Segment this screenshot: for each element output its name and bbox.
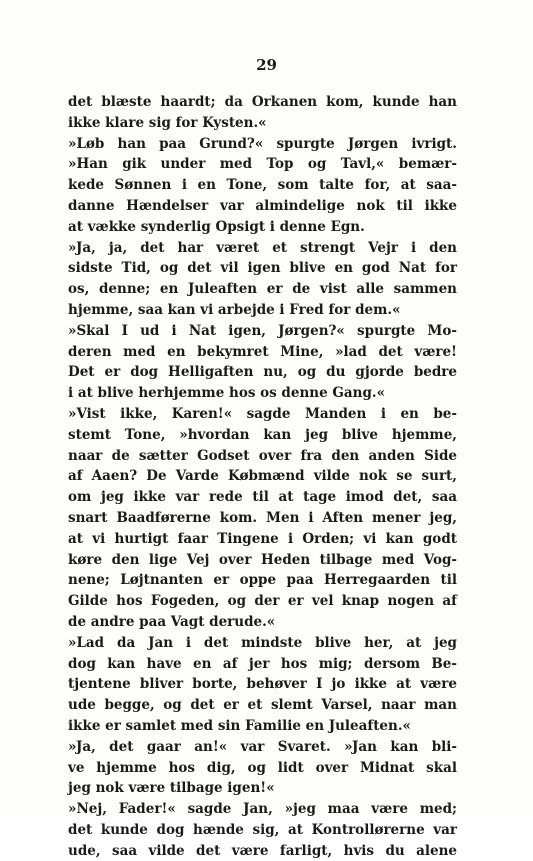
text-line: kede Sønnen i en Tone, som talte for, at saa- [68, 177, 457, 194]
text-line: naar de sætter Godset over fra den anden Side [68, 447, 457, 464]
text-line: deren med en bekymret Mine, »lad det være! [68, 343, 457, 360]
text-line: snart Baadførerne kom. Men i Aften mener jeg, [68, 509, 457, 526]
text-line: nene; Løjtnanten er oppe paa Herregaarden til [68, 572, 457, 589]
text-line: »Ja, ja, det har været et strengt Vejr i den [68, 239, 457, 256]
text-line: det blæste haardt; da Orkanen kom, kunde han [68, 94, 457, 110]
text-line: ikke er samlet med sin Familie en Juleaften.« [68, 717, 411, 734]
body-text [68, 92, 457, 861]
text-line: »Løb han paa Grund?« spurgte Jørgen ivrigt. [68, 135, 457, 152]
text-line: at vække synderlig Opsigt i denne Egn. [68, 218, 365, 235]
text-line: det kunde dog hænde sig, at Kontrollørerne var [68, 821, 457, 838]
text-line: sidste Tid, og det vil igen blive en god Nat for [68, 260, 457, 277]
text-line: jeg nok være tilbage igen!« [68, 780, 275, 797]
text-line: dog kan have en af jer hos mig; dersom Be- [68, 655, 457, 672]
text-line: hjemme, saa kan vi arbejde i Fred for dem.« [68, 301, 401, 318]
text-line: de andre paa Vagt derude.« [68, 613, 276, 630]
page-number: 29 [256, 56, 277, 74]
text-line: ve hjemme hos dig, og lidt over Midnat skal [68, 759, 457, 776]
text-line: Gilde hos Fogeden, og der er vel knap nogen af [68, 593, 457, 610]
text-line: af Aaen? De Varde Købmænd vilde nok se surt, [68, 468, 457, 485]
text-line: stemt Tone, »hvordan kan jeg blive hjemme, [68, 426, 457, 443]
text-line: at vi hurtigt faar Tingene i Orden; vi kan godt [68, 530, 457, 547]
text-line: om jeg ikke var rede til at tage imod det, saa [68, 489, 457, 506]
text-line: køre den lige Vej over Heden tilbage med Vog- [68, 551, 457, 568]
text-line: tjentene bliver borte, behøver I jo ikke at være [68, 676, 457, 693]
text-line: »Skal I ud i Nat igen, Jørgen?« spurgte Mo- [68, 322, 457, 339]
text-line: danne Hændelser var almindelige nok til ikke [68, 197, 457, 214]
text-line: i at blive herhjemme hos os denne Gang.« [68, 385, 386, 402]
text-line: »Han gik under med Top og Tavl,« bemær- [68, 156, 457, 173]
text-line: Det er dog Helligaften nu, og du gjorde bedre [68, 364, 457, 381]
text-line: ude begge, og det er et slemt Varsel, naar man [68, 697, 457, 714]
text-line: »Vist ikke, Karen!« sagde Manden i en be- [68, 405, 457, 422]
text-line: »Ja, det gaar an!« var Svaret. »Jan kan bli- [68, 738, 457, 755]
text-line: ude, saa vilde det være farligt, hvis du alene [68, 842, 457, 859]
text-line: os, denne; en Juleaften er de vist alle sammen [68, 281, 457, 298]
text-line: »Lad da Jan i det mindste blive her, at jeg [68, 634, 457, 651]
text-line: »Nej, Fader!« sagde Jan, »jeg maa være med; [68, 801, 457, 818]
text-line: ikke klare sig for Kysten.« [68, 114, 267, 131]
